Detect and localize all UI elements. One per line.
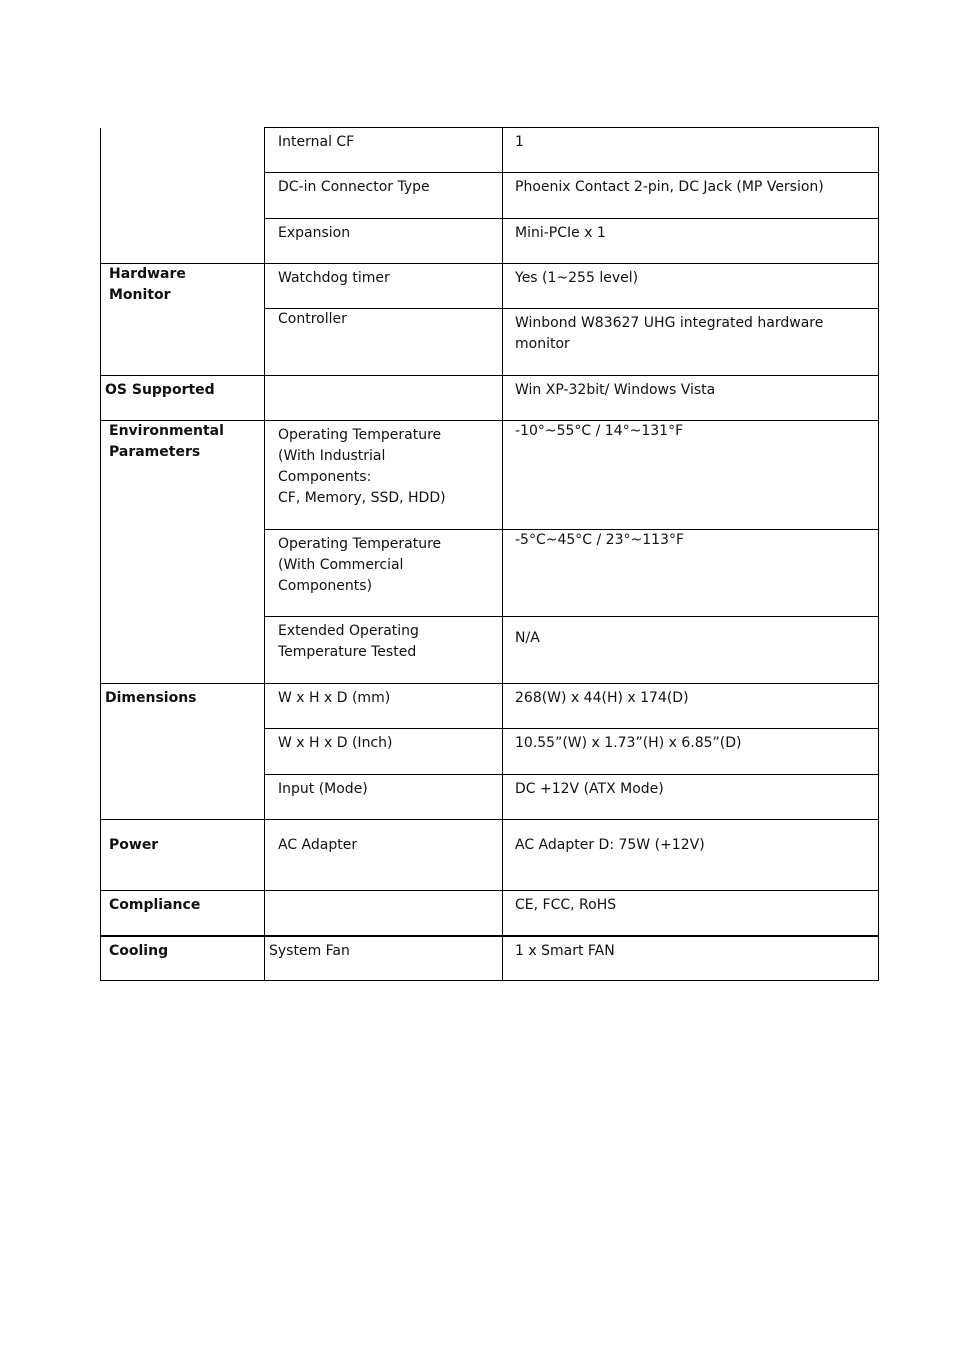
item-dimensions-inch: W x H x D (Inch) <box>265 729 503 775</box>
category-cooling: Cooling <box>101 936 265 981</box>
category-dimensions: Dimensions <box>101 684 265 820</box>
category-line: Environmental <box>109 423 224 439</box>
item-controller: Controller <box>265 309 503 376</box>
item-line: (With Commercial <box>278 557 404 573</box>
value-os: Win XP-32bit/ Windows Vista <box>503 376 879 421</box>
category-cell-continued <box>101 128 265 264</box>
category-line: Hardware <box>109 266 186 282</box>
table-row <box>101 820 879 891</box>
item-compliance <box>265 891 503 936</box>
table-row <box>101 684 879 729</box>
value-operating-temp-commercial: -5°C~45°C / 23°~113°F <box>503 530 879 617</box>
category-compliance: Compliance <box>101 891 265 936</box>
item-ac-adapter: AC Adapter <box>265 820 503 891</box>
item-line: Operating Temperature <box>278 536 442 552</box>
item-input-mode: Input (Mode) <box>265 775 503 820</box>
item-line: Components) <box>278 578 373 594</box>
item-line: Operating Temperature <box>278 427 442 443</box>
value-dimensions-mm: 268(W) x 44(H) x 174(D) <box>503 684 879 729</box>
category-line: Monitor <box>109 287 171 303</box>
value-watchdog: Yes (1~255 level) <box>503 264 879 309</box>
value-dc-connector: Phoenix Contact 2-pin, DC Jack (MP Version) <box>503 173 879 219</box>
table-row <box>101 421 879 530</box>
table-row <box>101 376 879 421</box>
item-line: CF, Memory, SSD, HDD) <box>278 490 446 506</box>
item-operating-temp-industrial <box>265 421 503 530</box>
spec-table <box>100 127 879 981</box>
item-dc-connector: DC-in Connector Type <box>265 173 503 219</box>
value-line: monitor <box>515 336 570 352</box>
item-line: (With Industrial <box>278 448 386 464</box>
value-operating-temp-industrial: -10°~55°C / 14°~131°F <box>503 421 879 530</box>
item-extended-operating-temp <box>265 617 503 684</box>
table-row <box>101 891 879 936</box>
value-controller <box>503 309 879 376</box>
item-os <box>265 376 503 421</box>
value-extended-operating-temp: N/A <box>503 617 879 684</box>
value-expansion: Mini-PCIe x 1 <box>503 219 879 264</box>
category-environmental-parameters <box>101 421 265 684</box>
item-line: Temperature Tested <box>278 644 417 660</box>
category-power: Power <box>101 820 265 891</box>
value-internal-cf: 1 <box>503 128 879 173</box>
item-dimensions-mm: W x H x D (mm) <box>265 684 503 729</box>
value-dimensions-inch: 10.55”(W) x 1.73”(H) x 6.85”(D) <box>503 729 879 775</box>
value-line: Winbond W83627 UHG integrated hardware <box>515 315 824 331</box>
item-line: Extended Operating <box>278 623 419 639</box>
category-line: Parameters <box>109 444 201 460</box>
table-row <box>101 128 879 173</box>
value-ac-adapter: AC Adapter D: 75W (+12V) <box>503 820 879 891</box>
table-row <box>101 936 879 981</box>
item-internal-cf: Internal CF <box>265 128 503 173</box>
table-row <box>101 264 879 309</box>
value-system-fan: 1 x Smart FAN <box>503 936 879 981</box>
item-line: Components: <box>278 469 372 485</box>
item-watchdog: Watchdog timer <box>265 264 503 309</box>
item-operating-temp-commercial <box>265 530 503 617</box>
value-input-mode: DC +12V (ATX Mode) <box>503 775 879 820</box>
item-system-fan: System Fan <box>265 936 503 981</box>
category-hardware-monitor <box>101 264 265 376</box>
category-os-supported: OS Supported <box>101 376 265 421</box>
item-expansion: Expansion <box>265 219 503 264</box>
value-compliance: CE, FCC, RoHS <box>503 891 879 936</box>
